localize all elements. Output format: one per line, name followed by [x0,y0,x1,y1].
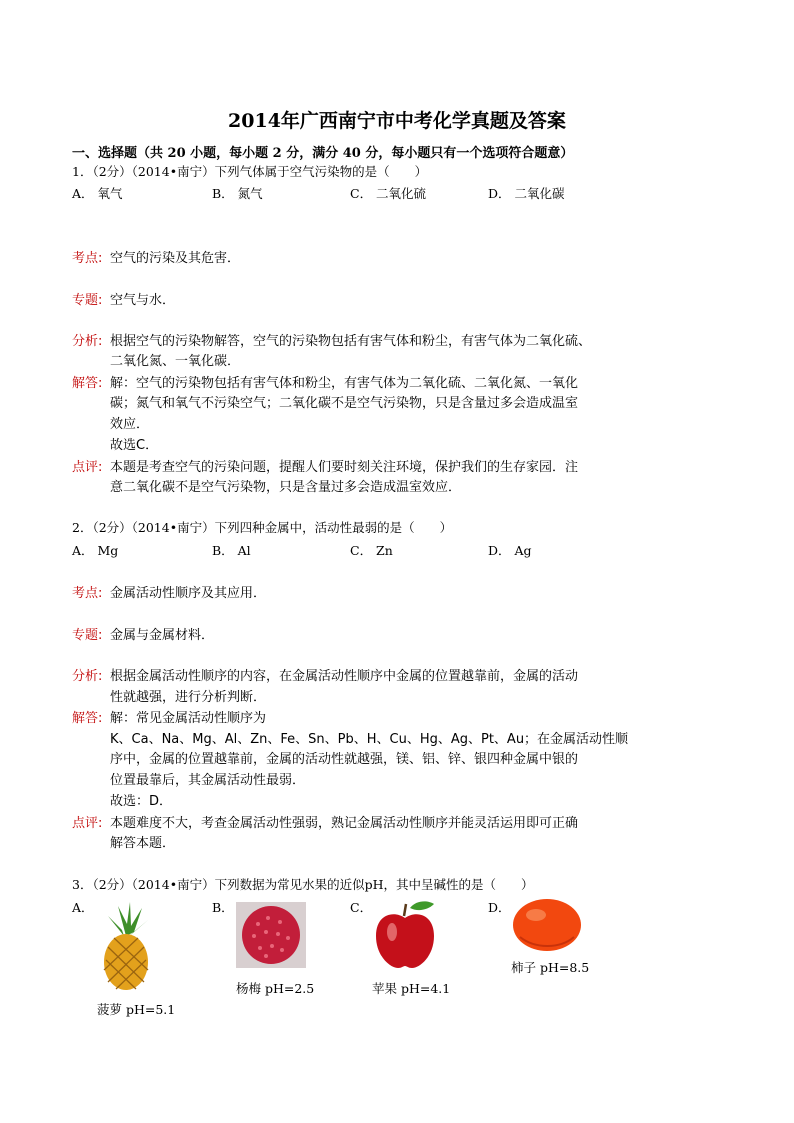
q1-jieda-line: 故选C． [110,438,159,453]
q2-fenxi-line: 性就越强，进行分析判断． [110,690,267,705]
q2-jieda-line: 序中，金属的位置越靠前，金属的活动性就越强，镁、铝、锌、银四种金属中银的 [110,752,579,767]
q2-kaodian-label: 考点: [72,586,103,601]
apple-icon [372,898,438,970]
persimmon-icon [510,893,584,953]
bayberry-icon [236,902,306,968]
q2-fenxi-line: 根据金属活动性顺序的内容，在金属活动性顺序中金属的位置越靠前，金属的活动 [110,669,579,684]
q2-fenxi-label: 分析: [72,669,103,684]
pineapple-icon [96,902,156,992]
q3-option-b[interactable]: B． [212,900,234,915]
q2-dianping-line: 解答本题． [110,836,176,851]
q1-jieda-label: 解答: [72,376,103,391]
fruit-label-c: 苹果 pH=4.1 [372,981,451,996]
q1-fenxi-label: 分析: [72,334,103,349]
q2-jieda-line: 解：常见金属活动性顺序为 [110,711,267,726]
q3-option-d[interactable]: D． [488,900,511,915]
question-2-stem: 2．（2分）（2014•南宁）下列四种金属中，活动性最弱的是（ ） [72,520,453,535]
q1-jieda-line: 解：空气的污染物包括有害气体和粉尘，有害气体为二氧化硫、二氧化氮、一氧化 [110,376,579,391]
q2-zhuanti: 金属与金属材料． [110,628,215,643]
section-heading: 一、选择题（共 20 小题，每小题 2 分，满分 40 分，每小题只有一个选项符合题意） [72,146,574,161]
fruit-label-a: 菠萝 pH=5.1 [97,1002,176,1017]
q2-option-c[interactable]: C． Zn [350,543,393,558]
q2-kaodian: 金属活动性顺序及其应用． [110,586,267,601]
page-title: 2014年广西南宁市中考化学真题及答案 [228,110,566,132]
q2-jieda-line: K、Ca、Na、Mg、Al、Zn、Fe、Sn、Pb、H、Cu、Hg、Ag、Pt、Au；在金属活动性顺 [110,732,629,747]
q1-dianping-line: 意二氧化碳不是空气污染物，只是含量过多会造成温室效应． [110,480,462,495]
q1-dianping-label: 点评: [72,460,103,475]
q2-dianping-label: 点评: [72,816,103,831]
q2-option-d[interactable]: D． Ag [488,543,532,558]
q2-jieda-line: 故选：D． [110,794,173,809]
q1-option-a[interactable]: A． 氧气 [72,186,123,201]
q1-option-c[interactable]: C． 二氧化硫 [350,186,427,201]
q1-dianping-line: 本题是考查空气的污染问题，提醒人们要时刻关注环境，保护我们的生存家园．注 [110,460,579,475]
q2-jieda-label: 解答: [72,711,103,726]
q2-jieda-line: 位置最靠后，其金属活动性最弱． [110,773,306,788]
q3-option-a[interactable]: A． [72,900,94,915]
q2-option-b[interactable]: B． Al [212,543,251,558]
q3-option-c[interactable]: C． [350,900,373,915]
q2-option-a[interactable]: A． Mg [72,543,119,558]
q2-dianping-line: 本题难度不大，考查金属活动性强弱，熟记金属活动性顺序并能灵活运用即可正确 [110,816,579,831]
q1-zhuanti: 空气与水． [110,293,176,308]
q1-fenxi-line: 二氧化氮、一氧化碳． [110,354,241,369]
q1-fenxi-line: 根据空气的污染物解答，空气的污染物包括有害气体和粉尘，有害气体为二氧化硫、 [110,334,592,349]
fruit-label-d: 柿子 pH=8.5 [511,960,590,975]
q1-kaodian: 空气的污染及其危害． [110,251,241,266]
question-1-stem: 1．（2分）（2014•南宁）下列气体属于空气污染物的是（ ） [72,164,428,179]
q1-option-b[interactable]: B． 氮气 [212,186,263,201]
q2-zhuanti-label: 专题: [72,628,103,643]
q1-kaodian-label: 考点: [72,251,103,266]
fruit-label-b: 杨梅 pH=2.5 [236,981,315,996]
q1-jieda-line: 效应． [110,417,150,432]
question-3-stem: 3．（2分）（2014•南宁）下列数据为常见水果的近似pH，其中呈碱性的是（ ） [72,877,534,892]
q1-jieda-line: 碳；氮气和氧气不污染空气；二氧化碳不是空气污染物，只是含量过多会造成温室 [110,396,579,411]
q1-zhuanti-label: 专题: [72,293,103,308]
q1-option-d[interactable]: D． 二氧化碳 [488,186,565,201]
